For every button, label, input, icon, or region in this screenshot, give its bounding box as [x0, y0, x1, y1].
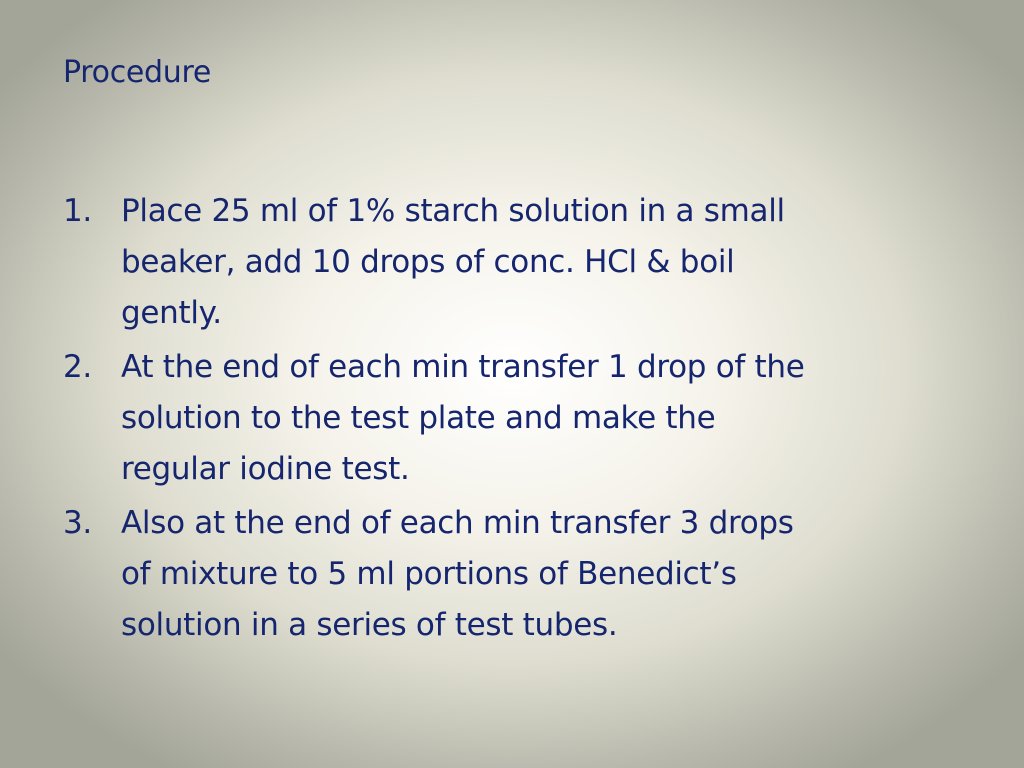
step-number: 2. [63, 349, 92, 385]
procedure-steps-list [60, 186, 960, 654]
step-number: 1. [63, 193, 92, 229]
procedure-step-3 [60, 498, 960, 651]
slide-title: Procedure [63, 55, 212, 90]
step-text: Also at the end of each min transfer 3 drops of mixture to 5 ml portions of Benedict’s solution in a series of test tubes. [121, 505, 794, 643]
procedure-step-1 [60, 186, 960, 339]
slide-page-number: · [955, 722, 958, 732]
step-text: At the end of each min transfer 1 drop of the solution to the test plate and make the regular iodine test. [121, 349, 805, 487]
procedure-step-2 [60, 342, 960, 495]
step-number: 3. [63, 505, 92, 541]
step-text: Place 25 ml of 1% starch solution in a small beaker, add 10 drops of conc. HCl & boil gently. [121, 193, 785, 331]
